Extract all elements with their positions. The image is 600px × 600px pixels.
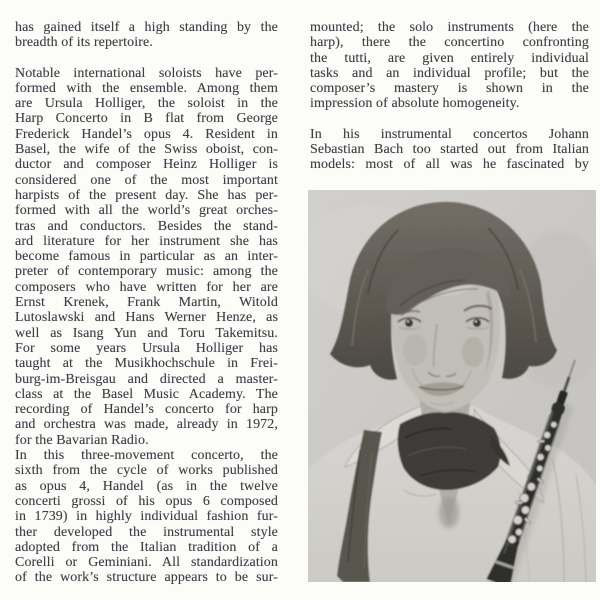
text-line: composer’s mastery is shown in the [310,81,589,97]
text-line: Ernst Krenek, Frank Martin, Witold [15,295,278,311]
text-line: composers who have written for her are [15,279,278,295]
paragraph [310,20,589,112]
text-line: Corelli or Geminiani. All standardization [15,555,278,571]
text-line: concerti grossi of his opus 6 composed [15,493,278,509]
text-line: Harp Concerto in B flat from George [15,111,278,127]
text-line: Basel, the wife of the Swiss oboist, con- [15,142,278,158]
text-line: models: most of all was he fascinated by [310,157,589,173]
paragraph [15,20,278,51]
text-line: ard literature for her instrument she has [15,233,278,249]
text-line: ther developed the instrumental style [15,524,278,540]
text-line: formed with all the world’s great orches- [15,203,278,219]
text-line: and orchestra was made, already in 1972, [15,417,278,433]
text-line: recording of Handel’s concerto for harp [15,402,278,418]
portrait-photo [308,190,596,582]
text-line: preter of contemporary music: among the [15,264,278,280]
text-line: sixth from the cycle of works published [15,463,278,479]
text-line: become famous in particular as an inter- [15,249,278,265]
text-line: harpists of the present day. She has per- [15,187,278,203]
text-line: Notable international soloists have per- [15,65,278,81]
text-line: burg-im-Breisgau and directed a master- [15,371,278,387]
text-line: impression of absolute homogeneity. [310,96,520,112]
paragraph [310,127,589,173]
text-line: Frederick Handel’s opus 4. Resident in [15,126,278,142]
text-line: In this three-movement concerto, the [15,448,278,464]
text-line: are Ursula Holliger, the soloist in the [15,96,278,112]
paragraph [15,448,278,586]
text-line: in 1739) in highly individual fashion fur- [15,509,278,525]
text-line: mounted; the solo instruments (here the [310,20,589,35]
text-line: Sebastian Bach too started out from Italian [310,142,589,158]
text-line: adopted from the Italian tradition of a [15,539,278,555]
text-line: tras and conductors. Besides the stand- [15,218,278,234]
text-line: ductor and composer Heinz Holliger is [15,157,278,173]
text-line: considered one of the most important [15,172,278,188]
text-line: well as Isang Yun and Toru Takemitsu. [15,325,278,341]
text-line: For some years Ursula Holliger has [15,340,278,356]
text-line: Lutoslawski and Hans Werner Henze, as [15,310,278,326]
text-line: taught at the Musikhochschule in Frei- [15,356,278,372]
text-line: breadth of its repertoire. [15,35,153,51]
text-line: the tutti, are given entirely individual [310,50,589,66]
photo-grain-overlay [308,190,596,582]
text-line: has gained itself a high standing by the [15,20,278,35]
paragraph [15,66,278,448]
text-line: tasks and an individual profile; but the [310,65,589,81]
left-text-column [15,20,278,586]
text-line: as opus 4, Handel (as in the twelve [15,478,278,494]
text-line: for the Bavarian Radio. [15,432,149,448]
text-line: In his instrumental concertos Johann [310,126,589,142]
text-line: class at the Basel Music Academy. The [15,386,278,402]
text-line: formed with the ensemble. Among them [15,80,278,96]
text-line: of the work’s structure appears to be sur- [15,570,278,586]
portrait-photo-illustration [308,190,596,582]
right-text-column [310,20,589,173]
text-line: harp), there the concertino confronting [310,35,589,51]
